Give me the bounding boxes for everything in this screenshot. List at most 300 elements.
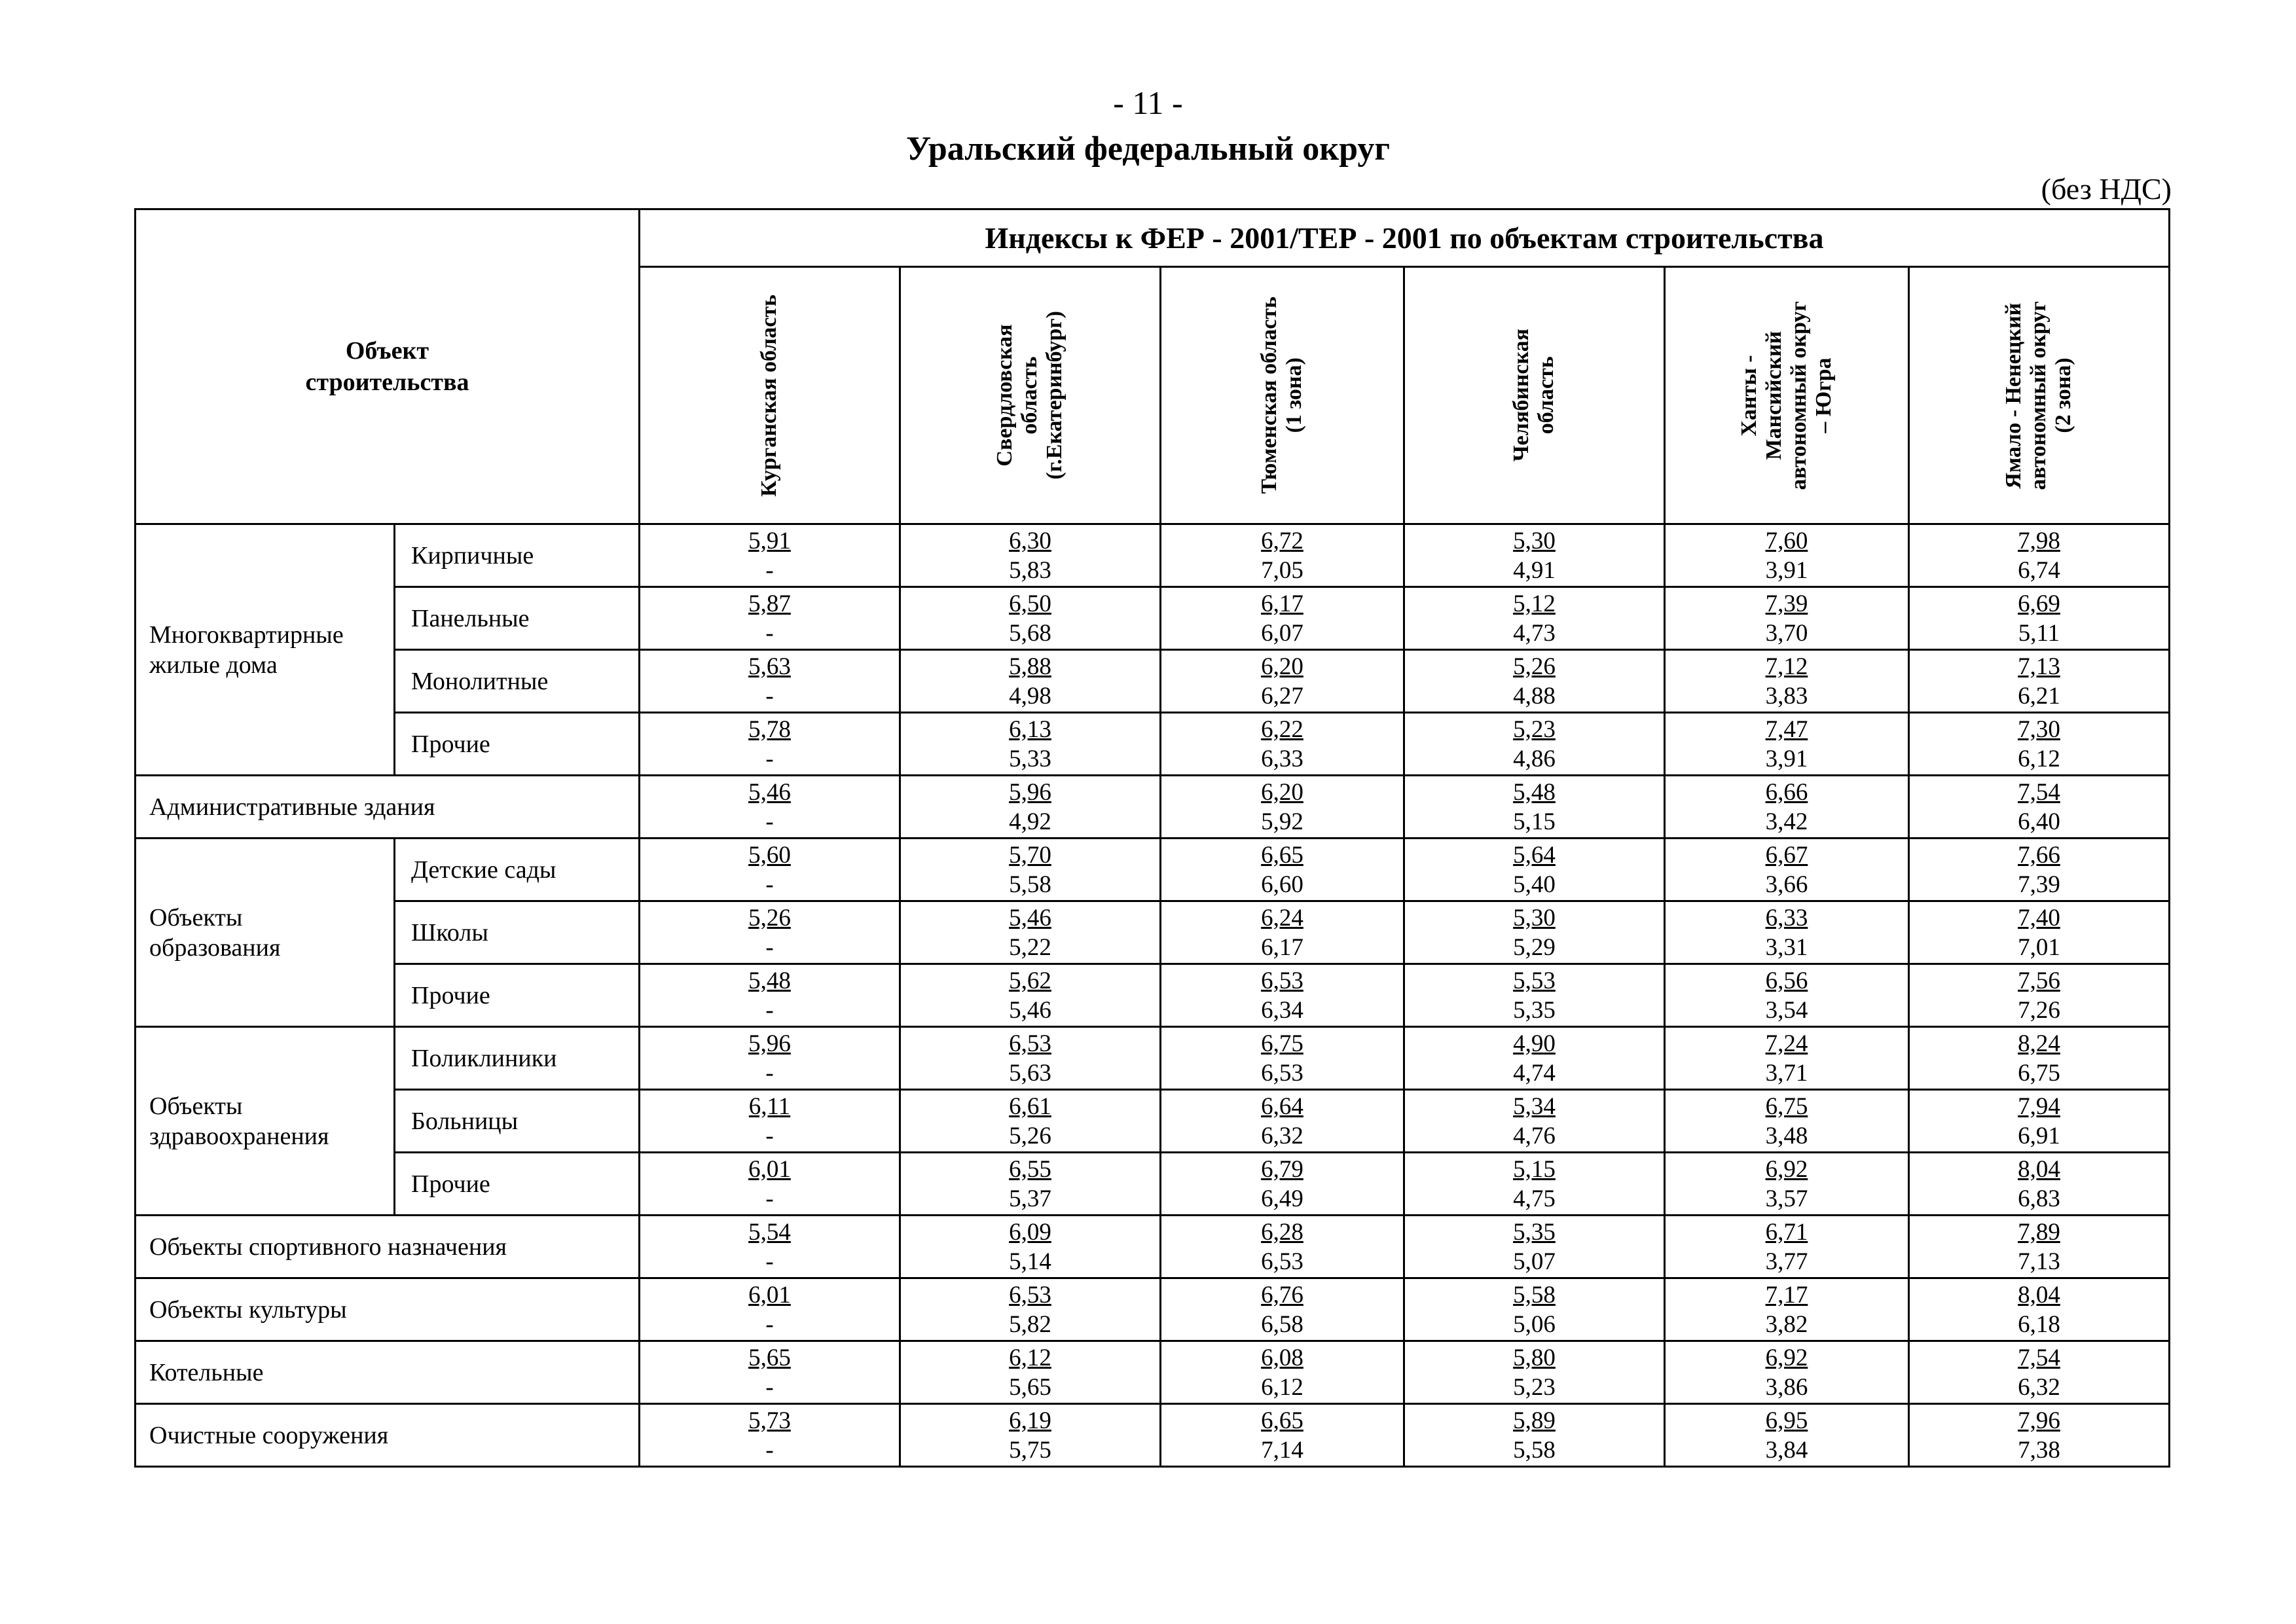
index-value-bottom: 5,11 (2018, 619, 2060, 647)
index-cell (639, 587, 900, 650)
index-cell (900, 1341, 1160, 1404)
index-value-top: 6,50 (1009, 590, 1051, 617)
region-header-kurgan: Курганская область (639, 267, 900, 524)
index-value-bottom: 3,54 (1765, 996, 1808, 1024)
object-subtype: Прочие (395, 713, 640, 776)
table-row (136, 587, 2170, 650)
index-cell (1664, 1216, 1908, 1278)
table-row (136, 1153, 2170, 1216)
index-value-bottom: 5,58 (1009, 871, 1051, 898)
index-value-top: 7,13 (2018, 653, 2060, 680)
index-value-bottom: 6,53 (1261, 1059, 1303, 1087)
index-cell (1664, 1090, 1908, 1153)
index-value-top: 5,96 (1009, 778, 1051, 806)
index-cell (900, 776, 1160, 839)
table-row (136, 524, 2170, 587)
index-cell (639, 776, 900, 839)
index-value-bottom: 6,75 (2018, 1059, 2060, 1087)
index-cell (1664, 587, 1908, 650)
index-value-bottom: 3,48 (1765, 1122, 1808, 1149)
index-value-bottom: - (765, 996, 774, 1024)
index-value-bottom: 6,27 (1261, 682, 1303, 710)
object-header-text: Объект строительства (305, 337, 469, 396)
object-category: Объекты образования (136, 839, 395, 1027)
index-cell (1161, 901, 1404, 964)
index-cell (900, 839, 1160, 901)
index-cell (900, 1027, 1160, 1090)
index-value-bottom: 5,58 (1513, 1436, 1556, 1464)
index-value-bottom: - (765, 1436, 774, 1464)
index-cell (1664, 650, 1908, 713)
index-value-bottom: 3,91 (1765, 556, 1808, 584)
index-value-top: 6,20 (1261, 653, 1303, 680)
index-cell (1908, 1404, 2169, 1467)
page-title: Уральский федеральный округ (905, 130, 1391, 168)
index-value-bottom: 5,23 (1513, 1373, 1556, 1401)
index-value-bottom: 4,91 (1513, 556, 1556, 584)
index-cell (1404, 587, 1664, 650)
index-value-top: 6,95 (1765, 1407, 1808, 1434)
table-row (136, 1027, 2170, 1090)
index-value-top: 7,12 (1765, 653, 1808, 680)
index-value-top: 5,53 (1513, 967, 1556, 994)
object-subtype: Больницы (395, 1090, 640, 1153)
index-value-bottom: 3,42 (1765, 808, 1808, 835)
index-cell (900, 1153, 1160, 1216)
index-value-bottom: 4,92 (1009, 808, 1051, 835)
index-value-top: 7,54 (2018, 1344, 2060, 1371)
index-cell (1161, 839, 1404, 901)
index-value-bottom: 6,07 (1261, 619, 1303, 647)
index-cell (639, 964, 900, 1027)
index-value-bottom: 3,82 (1765, 1310, 1808, 1338)
index-value-bottom: 3,71 (1765, 1059, 1808, 1087)
index-value-top: 6,92 (1765, 1344, 1808, 1371)
index-value-bottom: 6,91 (2018, 1122, 2060, 1149)
index-value-top: 5,34 (1513, 1092, 1556, 1120)
index-value-bottom: 3,70 (1765, 619, 1808, 647)
index-value-top: 6,92 (1765, 1155, 1808, 1183)
index-cell (1404, 1090, 1664, 1153)
index-value-top: 5,88 (1009, 653, 1051, 680)
index-value-bottom: 5,46 (1009, 996, 1051, 1024)
index-cell (1404, 776, 1664, 839)
index-cell (1908, 650, 2169, 713)
index-value-bottom: 3,57 (1765, 1185, 1808, 1212)
index-cell (900, 1216, 1160, 1278)
object-column-header (136, 209, 640, 524)
index-value-bottom: 3,84 (1765, 1436, 1808, 1464)
index-value-top: 8,04 (2018, 1155, 2060, 1183)
object-subtype: Монолитные (395, 650, 640, 713)
index-cell (1664, 1153, 1908, 1216)
index-value-top: 6,01 (748, 1281, 791, 1308)
index-value-top: 5,70 (1009, 841, 1051, 869)
index-cell (1404, 1404, 1664, 1467)
index-value-bottom: 5,22 (1009, 933, 1051, 961)
index-cell (639, 839, 900, 901)
index-value-top: 6,01 (748, 1155, 791, 1183)
index-cell (1404, 1027, 1664, 1090)
index-value-bottom: - (765, 1185, 774, 1212)
index-value-top: 8,04 (2018, 1281, 2060, 1308)
object-subtype: Кирпичные (395, 524, 640, 587)
object-category: Объекты культуры (136, 1278, 640, 1341)
object-subtype: Поликлиники (395, 1027, 640, 1090)
index-cell (1161, 1216, 1404, 1278)
index-cell (1908, 1341, 2169, 1404)
index-value-top: 6,79 (1261, 1155, 1303, 1183)
index-cell (639, 901, 900, 964)
index-cell (900, 1090, 1160, 1153)
index-value-bottom: 5,33 (1009, 745, 1051, 772)
index-value-top: 6,69 (2018, 590, 2060, 617)
index-value-bottom: 6,40 (2018, 808, 2060, 835)
index-value-top: 6,65 (1261, 841, 1303, 869)
index-value-top: 5,12 (1513, 590, 1556, 617)
index-cell (1908, 901, 2169, 964)
index-value-bottom: 4,74 (1513, 1059, 1556, 1087)
index-value-top: 6,53 (1009, 1030, 1051, 1057)
object-category: Многоквартирные жилые дома (136, 524, 395, 776)
index-value-bottom: 6,33 (1261, 745, 1303, 772)
index-value-bottom: 5,68 (1009, 619, 1051, 647)
index-value-top: 5,73 (748, 1407, 791, 1434)
index-value-top: 5,80 (1513, 1344, 1556, 1371)
index-cell (1664, 1027, 1908, 1090)
index-value-top: 5,58 (1513, 1281, 1556, 1308)
region-header-yamalo-nenets: Ямало - Ненецкий автономный округ (2 зона) (1908, 267, 2169, 524)
index-value-bottom: 7,39 (2018, 871, 2060, 898)
table-row (136, 650, 2170, 713)
index-cell (900, 1278, 1160, 1341)
index-value-bottom: 6,12 (2018, 745, 2060, 772)
index-value-bottom: 5,06 (1513, 1310, 1556, 1338)
index-value-top: 5,89 (1513, 1407, 1556, 1434)
index-value-top: 5,15 (1513, 1155, 1556, 1183)
index-cell (900, 1404, 1160, 1467)
index-cell (1404, 713, 1664, 776)
region-header-sverdlovsk: Свердловская область (г.Екатеринбург) (900, 267, 1160, 524)
page-number: - 11 - (1113, 84, 1183, 121)
index-value-bottom: 5,65 (1009, 1373, 1051, 1401)
index-cell (1161, 1341, 1404, 1404)
index-value-top: 6,67 (1765, 841, 1808, 869)
index-cell (1404, 1278, 1664, 1341)
index-value-bottom: 7,13 (2018, 1248, 2060, 1275)
index-value-bottom: 4,86 (1513, 745, 1556, 772)
index-value-bottom: 5,75 (1009, 1436, 1051, 1464)
index-value-bottom: 6,53 (1261, 1248, 1303, 1275)
index-value-bottom: - (765, 619, 774, 647)
index-cell (1404, 839, 1664, 901)
index-value-bottom: 6,49 (1261, 1185, 1303, 1212)
index-value-bottom: 5,40 (1513, 871, 1556, 898)
index-value-bottom: 6,83 (2018, 1185, 2060, 1212)
index-cell (1161, 1278, 1404, 1341)
index-cell (1908, 1027, 2169, 1090)
table-row (136, 1404, 2170, 1467)
index-value-top: 6,72 (1261, 527, 1303, 554)
index-value-bottom: 4,73 (1513, 619, 1556, 647)
index-cell (639, 1278, 900, 1341)
index-value-top: 5,54 (748, 1218, 791, 1246)
index-cell (900, 587, 1160, 650)
index-value-top: 6,30 (1009, 527, 1051, 554)
index-value-top: 5,96 (748, 1030, 791, 1057)
index-value-bottom: 7,14 (1261, 1436, 1303, 1464)
index-cell (1908, 524, 2169, 587)
index-value-top: 5,63 (748, 653, 791, 680)
index-cell (1908, 839, 2169, 901)
region-header-chelyabinsk: Челябинская область (1404, 267, 1664, 524)
index-cell (1161, 650, 1404, 713)
index-value-bottom: - (765, 933, 774, 961)
object-category: Очистные сооружения (136, 1404, 640, 1467)
index-value-top: 5,46 (748, 778, 791, 806)
index-cell (1908, 1278, 2169, 1341)
index-value-bottom: - (765, 1059, 774, 1087)
index-value-bottom: 5,07 (1513, 1248, 1556, 1275)
index-value-bottom: 4,98 (1009, 682, 1051, 710)
index-value-top: 5,78 (748, 715, 791, 743)
index-value-bottom: 6,12 (1261, 1373, 1303, 1401)
object-category: Административные здания (136, 776, 640, 839)
index-value-top: 7,30 (2018, 715, 2060, 743)
index-cell (639, 524, 900, 587)
index-value-top: 6,22 (1261, 715, 1303, 743)
index-value-bottom: 6,58 (1261, 1310, 1303, 1338)
index-value-bottom: 6,21 (2018, 682, 2060, 710)
index-value-bottom: 4,88 (1513, 682, 1556, 710)
index-value-bottom: - (765, 871, 774, 898)
index-value-bottom: 5,14 (1009, 1248, 1051, 1275)
index-cell (1908, 1090, 2169, 1153)
index-cell (1161, 1090, 1404, 1153)
index-cell (1161, 1153, 1404, 1216)
index-value-bottom: - (765, 1373, 774, 1401)
index-value-top: 7,40 (2018, 904, 2060, 931)
index-value-top: 5,64 (1513, 841, 1556, 869)
index-value-bottom: 7,05 (1261, 556, 1303, 584)
index-value-top: 6,61 (1009, 1092, 1051, 1120)
index-value-top: 5,62 (1009, 967, 1051, 994)
index-cell (1664, 839, 1908, 901)
object-category: Котельные (136, 1341, 640, 1404)
index-value-top: 6,19 (1009, 1407, 1051, 1434)
index-value-top: 6,33 (1765, 904, 1808, 931)
index-value-bottom: - (765, 556, 774, 584)
index-value-bottom: 7,01 (2018, 933, 2060, 961)
index-cell (1404, 901, 1664, 964)
index-value-bottom: 3,86 (1765, 1373, 1808, 1401)
index-value-top: 7,94 (2018, 1092, 2060, 1120)
index-cell (1664, 1404, 1908, 1467)
index-value-top: 6,11 (748, 1092, 791, 1120)
indices-header: Индексы к ФЕР - 2001/ТЕР - 2001 по объектам строительства (639, 209, 2169, 267)
index-value-top: 7,17 (1765, 1281, 1808, 1308)
index-value-top: 6,12 (1009, 1344, 1051, 1371)
index-cell (900, 650, 1160, 713)
index-cell (1404, 1216, 1664, 1278)
index-cell (639, 1404, 900, 1467)
index-value-top: 6,20 (1261, 778, 1303, 806)
index-cell (1161, 1027, 1404, 1090)
index-value-bottom: 4,75 (1513, 1185, 1556, 1212)
index-value-top: 6,71 (1765, 1218, 1808, 1246)
index-value-top: 6,53 (1261, 967, 1303, 994)
index-value-top: 6,55 (1009, 1155, 1051, 1183)
index-value-bottom: - (765, 1248, 774, 1275)
index-cell (1908, 1216, 2169, 1278)
index-value-top: 4,90 (1513, 1030, 1556, 1057)
index-cell (1404, 650, 1664, 713)
region-header-khanty-mansiysk: Ханты - Мансийский автономный округ – Югра (1664, 267, 1908, 524)
index-value-bottom: - (765, 808, 774, 835)
index-cell (639, 650, 900, 713)
index-value-bottom: - (765, 682, 774, 710)
index-cell (1404, 524, 1664, 587)
index-value-top: 6,13 (1009, 715, 1051, 743)
index-value-bottom: 7,26 (2018, 996, 2060, 1024)
index-cell (900, 524, 1160, 587)
index-cell (1664, 1341, 1908, 1404)
index-cell (1404, 964, 1664, 1027)
index-value-bottom: 3,66 (1765, 871, 1808, 898)
index-value-top: 6,28 (1261, 1218, 1303, 1246)
object-category: Объекты спортивного назначения (136, 1216, 640, 1278)
index-cell (1664, 1278, 1908, 1341)
index-value-top: 7,66 (2018, 841, 2060, 869)
index-value-top: 5,91 (748, 527, 791, 554)
index-cell (1664, 524, 1908, 587)
index-value-top: 5,26 (748, 904, 791, 931)
index-value-top: 5,48 (1513, 778, 1556, 806)
index-cell (900, 964, 1160, 1027)
index-value-bottom: - (765, 1122, 774, 1149)
index-cell (1908, 587, 2169, 650)
index-cell (1908, 964, 2169, 1027)
index-value-top: 6,08 (1261, 1344, 1303, 1371)
index-value-top: 5,35 (1513, 1218, 1556, 1246)
index-value-bottom: 5,26 (1009, 1122, 1051, 1149)
region-header-tyumen: Тюменская область (1 зона) (1161, 267, 1404, 524)
index-value-top: 5,30 (1513, 904, 1556, 931)
index-value-bottom: 6,17 (1261, 933, 1303, 961)
index-value-top: 6,53 (1009, 1281, 1051, 1308)
index-cell (639, 713, 900, 776)
index-cell (900, 901, 1160, 964)
object-subtype: Панельные (395, 587, 640, 650)
table-row (136, 1090, 2170, 1153)
index-value-bottom: 5,63 (1009, 1059, 1051, 1087)
index-value-bottom: 3,77 (1765, 1248, 1808, 1275)
table-row (136, 839, 2170, 901)
index-cell (1664, 901, 1908, 964)
index-table (134, 208, 2170, 1468)
index-cell (1404, 1153, 1664, 1216)
object-subtype: Школы (395, 901, 640, 964)
index-value-top: 5,30 (1513, 527, 1556, 554)
index-value-top: 7,39 (1765, 590, 1808, 617)
table-row (136, 901, 2170, 964)
index-value-bottom: 5,92 (1261, 808, 1303, 835)
index-value-bottom: 3,83 (1765, 682, 1808, 710)
index-value-top: 5,46 (1009, 904, 1051, 931)
table-row (136, 1341, 2170, 1404)
index-cell (1664, 964, 1908, 1027)
object-subtype: Прочие (395, 1153, 640, 1216)
index-value-top: 7,24 (1765, 1030, 1808, 1057)
index-value-top: 6,17 (1261, 590, 1303, 617)
object-subtype: Прочие (395, 964, 640, 1027)
index-value-bottom: 6,34 (1261, 996, 1303, 1024)
object-category: Объекты здравоохранения (136, 1027, 395, 1216)
index-value-top: 5,23 (1513, 715, 1556, 743)
index-value-top: 7,89 (2018, 1218, 2060, 1246)
index-value-top: 7,54 (2018, 778, 2060, 806)
index-value-bottom: - (765, 1310, 774, 1338)
index-value-bottom: 6,18 (2018, 1310, 2060, 1338)
index-value-bottom: 7,38 (2018, 1436, 2060, 1464)
index-value-top: 6,75 (1261, 1030, 1303, 1057)
index-value-top: 7,47 (1765, 715, 1808, 743)
index-value-top: 6,24 (1261, 904, 1303, 931)
index-value-top: 5,65 (748, 1344, 791, 1371)
index-cell (1161, 587, 1404, 650)
index-cell (1161, 1404, 1404, 1467)
index-value-top: 5,60 (748, 841, 791, 869)
index-cell (1404, 1341, 1664, 1404)
index-cell (639, 1090, 900, 1153)
index-cell (1161, 776, 1404, 839)
index-value-bottom: 6,32 (2018, 1373, 2060, 1401)
index-value-bottom: 6,74 (2018, 556, 2060, 584)
index-value-top: 7,98 (2018, 527, 2060, 554)
index-value-top: 7,96 (2018, 1407, 2060, 1434)
index-value-top: 6,66 (1765, 778, 1808, 806)
index-value-bottom: 3,91 (1765, 745, 1808, 772)
index-cell (1664, 776, 1908, 839)
index-value-top: 7,56 (2018, 967, 2060, 994)
index-value-top: 5,48 (748, 967, 791, 994)
table-row (136, 1216, 2170, 1278)
index-cell (639, 1153, 900, 1216)
index-cell (639, 1216, 900, 1278)
index-value-bottom: 3,31 (1765, 933, 1808, 961)
index-value-bottom: 4,76 (1513, 1122, 1556, 1149)
index-cell (1161, 524, 1404, 587)
index-cell (1161, 964, 1404, 1027)
index-value-top: 6,75 (1765, 1092, 1808, 1120)
index-value-top: 6,09 (1009, 1218, 1051, 1246)
object-subtype: Детские сады (395, 839, 640, 901)
index-value-top: 5,87 (748, 590, 791, 617)
index-cell (639, 1027, 900, 1090)
table-row (136, 776, 2170, 839)
index-value-bottom: 6,60 (1261, 871, 1303, 898)
index-cell (900, 713, 1160, 776)
index-value-bottom: - (765, 745, 774, 772)
vat-note: (без НДС) (2041, 172, 2172, 206)
index-value-top: 7,60 (1765, 527, 1808, 554)
index-cell (639, 1341, 900, 1404)
index-value-top: 5,26 (1513, 653, 1556, 680)
table-row (136, 713, 2170, 776)
index-value-bottom: 6,32 (1261, 1122, 1303, 1149)
index-value-bottom: 5,37 (1009, 1185, 1051, 1212)
index-value-bottom: 5,82 (1009, 1310, 1051, 1338)
